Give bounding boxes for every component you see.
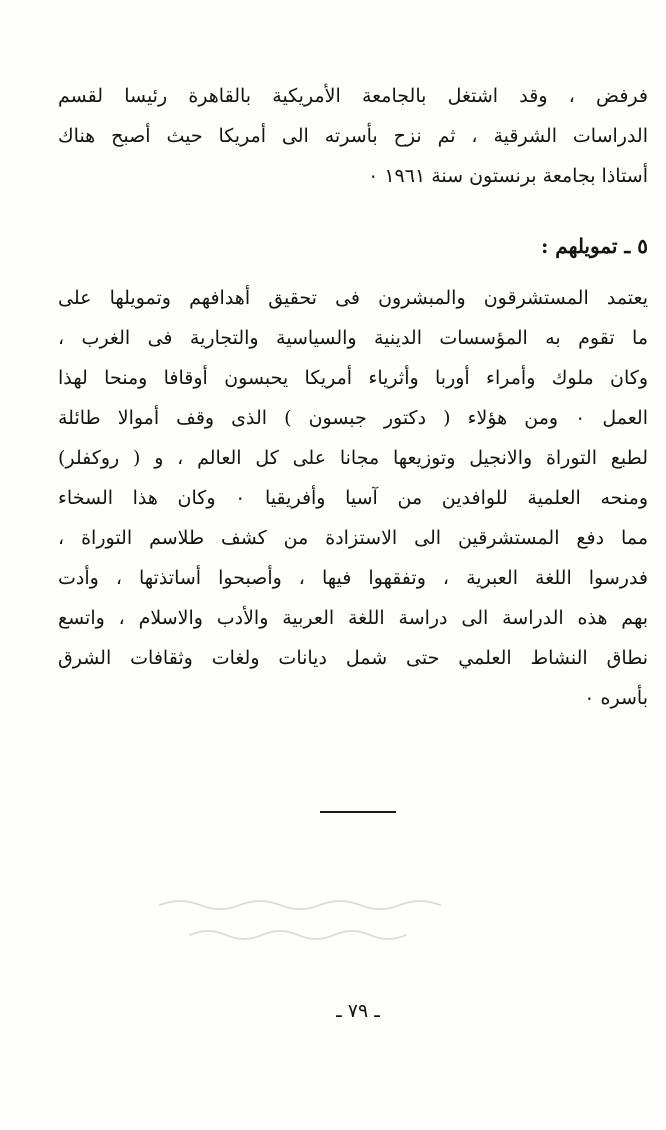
page-number: ـ ٧٩ ـ (336, 1000, 380, 1022)
text-line: الدراسات الشرقية ، ثم نزح بأسرته الى أمريكا حيث أصبح هناك (58, 125, 648, 147)
text-line: ما تقوم به المؤسسات الدينية والسياسية والتجارية فى الغرب ، (58, 327, 648, 349)
text-line: يعتمد المستشرقون والمبشرون فى تحقيق أهدافهم وتمويلها على (58, 287, 648, 309)
section-divider (320, 811, 396, 813)
text-line: نطاق النشاط العلمي حتى شمل ديانات ولغات وثقافات الشرق (58, 647, 648, 669)
intro-paragraph (58, 76, 648, 196)
text-line: فدرسوا اللغة العبرية ، وتفقهوا فيها ، وأصبحوا أساتذتها ، وأدت (58, 567, 648, 589)
text-line: مما دفع المستشرقين الى الاستزادة من كشف طلاسم التوراة ، (58, 527, 648, 549)
section-heading: ٥ ـ تمويلهم : (540, 234, 648, 258)
text-line: بأسره ٠ (584, 687, 648, 709)
bleed-through-texture (150, 885, 480, 955)
text-line: ومنحه العلمية للوافدين من آسيا وأفريقيا ٠ وكان هذا السخاء (58, 487, 648, 509)
text-line: العمل ٠ ومن هؤلاء ( دكتور جبسون ) الذى وقف أموالا طائلة (58, 407, 648, 429)
text-line: بهم هذه الدراسة الى دراسة اللغة العربية والأدب والاسلام ، واتسع (58, 607, 648, 629)
text-line: وكان ملوك وأمراء أوربا وأثرياء أمريكا يحبسون أوقافا ومنحا لهذا (58, 367, 648, 389)
body-paragraph (58, 278, 648, 718)
text-line: فرفض ، وقد اشتغل بالجامعة الأمريكية بالقاهرة رئيسا لقسم (58, 85, 648, 107)
text-line: لطبع التوراة والانجيل وتوزيعها مجانا على كل العالم ، و ( روكفلر) (58, 447, 648, 469)
text-line: أستاذا بجامعة برنستون سنة ١٩٦١ ٠ (368, 165, 648, 187)
